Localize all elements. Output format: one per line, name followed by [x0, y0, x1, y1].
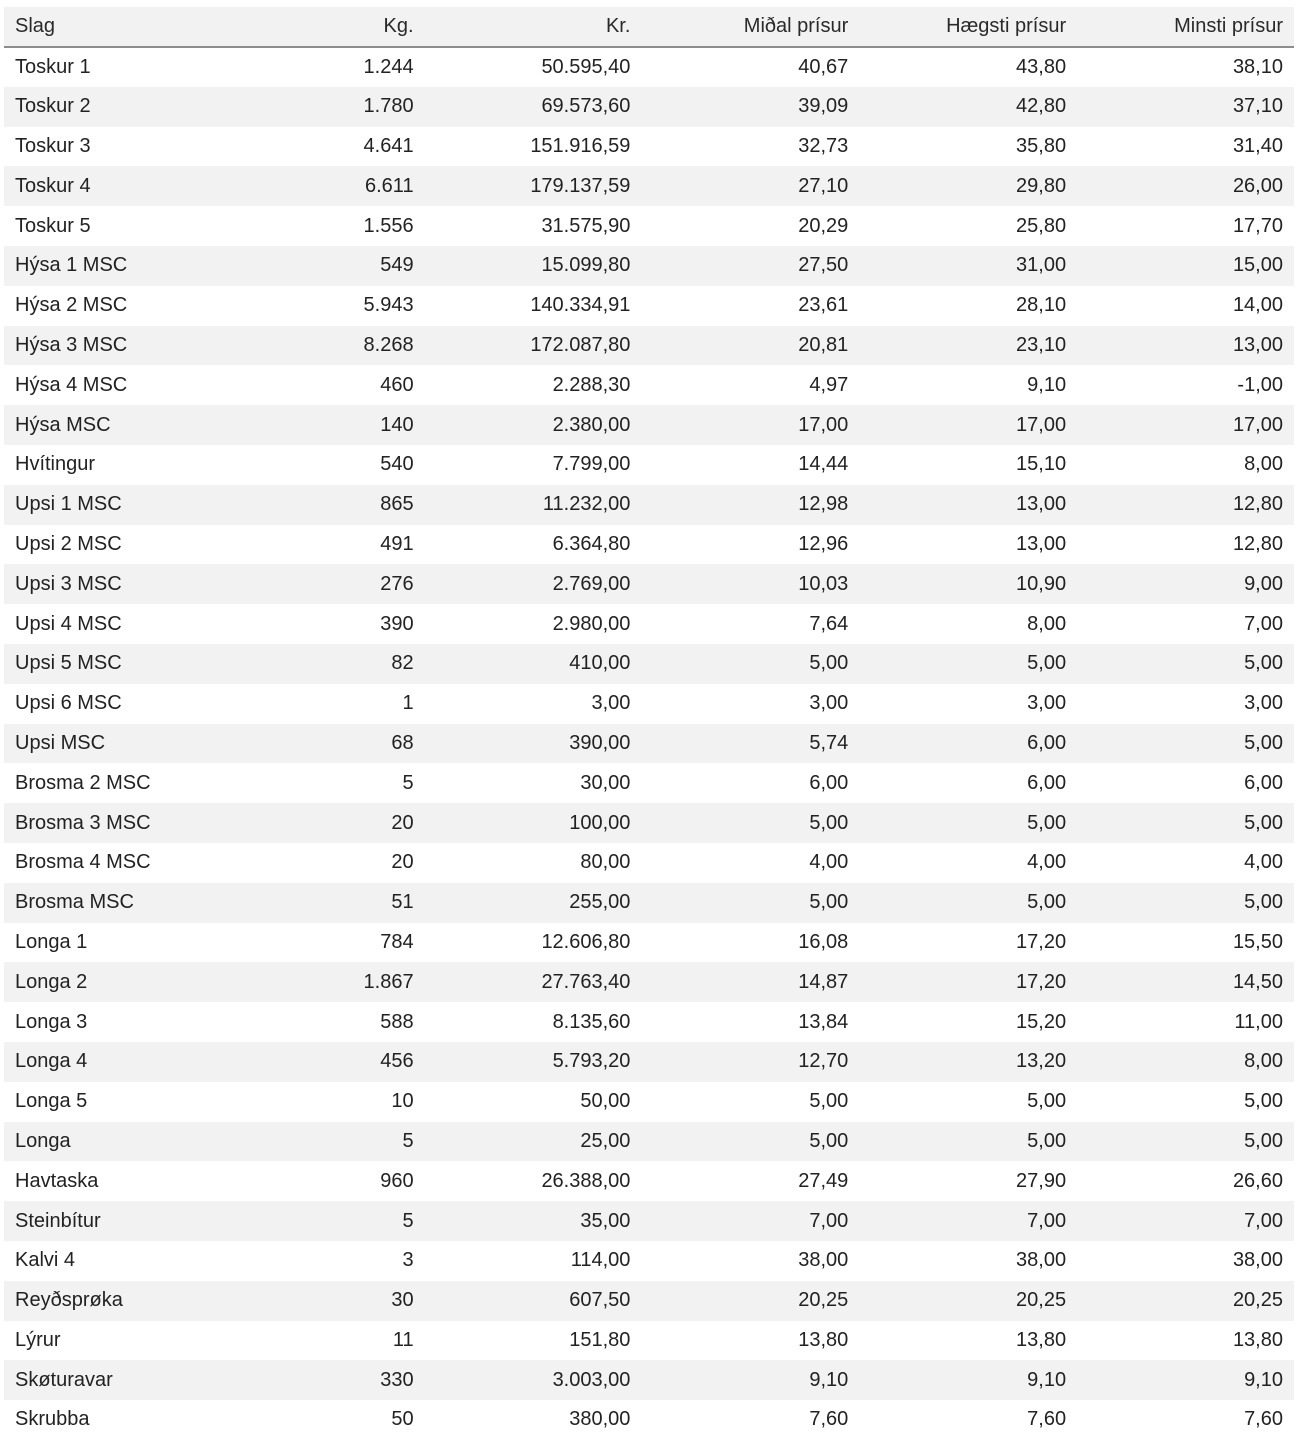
- cell-highest-price: 15,20: [1016, 1010, 1067, 1033]
- cell-kg: 865: [380, 493, 414, 516]
- table-row: [4, 166, 1294, 206]
- cell-average-price: 23,61: [798, 294, 849, 317]
- cell-slag: Brosma MSC: [15, 891, 134, 914]
- cell-slag: Reyðsprøka: [15, 1289, 123, 1312]
- cell-highest-price: 6,00: [1027, 771, 1067, 794]
- cell-kr: 15.099,80: [541, 254, 631, 277]
- cell-highest-price: 38,00: [1016, 1249, 1067, 1272]
- cell-slag: Hýsa MSC: [15, 413, 111, 436]
- cell-highest-price: 25,80: [1016, 214, 1067, 237]
- cell-kg: 4.641: [363, 134, 414, 157]
- table-header: [4, 7, 1294, 47]
- table-row: [4, 843, 1294, 883]
- cell-average-price: 5,00: [809, 1090, 849, 1113]
- cell-kr: 2.380,00: [552, 413, 631, 436]
- cell-kg: 3: [402, 1249, 414, 1272]
- cell-kr: 80,00: [580, 851, 631, 874]
- cell-average-price: 38,00: [798, 1249, 849, 1272]
- cell-lowest-price: 37,10: [1232, 95, 1283, 118]
- cell-slag: Hýsa 3 MSC: [15, 333, 128, 356]
- table-row: [4, 962, 1294, 1002]
- cell-kr: 3,00: [591, 692, 631, 715]
- header-row: [4, 7, 1294, 47]
- table-row: [4, 1281, 1294, 1321]
- cell-slag: Longa 2: [15, 970, 88, 993]
- cell-highest-price: 35,80: [1016, 134, 1067, 157]
- cell-average-price: 13,80: [798, 1328, 849, 1351]
- cell-average-price: 20,25: [798, 1289, 849, 1312]
- cell-highest-price: 9,10: [1027, 373, 1067, 396]
- cell-average-price: 27,50: [798, 254, 849, 277]
- cell-kg: 11: [392, 1328, 414, 1351]
- cell-slag: Longa 1: [15, 930, 88, 953]
- cell-kg: 50: [391, 1408, 414, 1431]
- cell-kg: 1.556: [363, 214, 414, 237]
- cell-highest-price: 10,90: [1016, 572, 1067, 595]
- cell-average-price: 12,96: [798, 532, 849, 555]
- cell-kr: 151.916,59: [530, 134, 631, 157]
- cell-highest-price: 3,00: [1027, 692, 1067, 715]
- column-header-lowest-price[interactable]: Minsti prísur: [1174, 15, 1283, 37]
- table-row: [4, 525, 1294, 565]
- cell-average-price: 7,64: [809, 612, 849, 635]
- table-row: [4, 1002, 1294, 1042]
- cell-kr: 12.606,80: [541, 930, 631, 953]
- column-header-slag[interactable]: Slag: [15, 15, 56, 37]
- cell-slag: Upsi MSC: [15, 731, 106, 754]
- cell-kr: 2.769,00: [552, 572, 631, 595]
- cell-lowest-price: 5,00: [1244, 731, 1283, 754]
- cell-average-price: 16,08: [798, 930, 849, 953]
- cell-lowest-price: 8,00: [1244, 453, 1283, 476]
- cell-kg: 5: [402, 1209, 414, 1232]
- cell-highest-price: 23,10: [1016, 333, 1067, 356]
- cell-average-price: 5,74: [809, 731, 849, 754]
- cell-slag: Lýrur: [15, 1328, 61, 1351]
- cell-lowest-price: 20,25: [1232, 1289, 1283, 1312]
- cell-kr: 172.087,80: [530, 333, 631, 356]
- cell-slag: Skrubba: [15, 1408, 90, 1431]
- cell-kr: 2.288,30: [552, 373, 631, 396]
- table-row: [4, 1201, 1294, 1241]
- cell-highest-price: 8,00: [1027, 612, 1067, 635]
- cell-slag: Steinbítur: [15, 1209, 101, 1232]
- cell-slag: Toskur 3: [15, 134, 91, 157]
- table-row: [4, 1360, 1294, 1400]
- table-row: [4, 326, 1294, 366]
- cell-kg: 588: [380, 1010, 414, 1033]
- cell-kg: 68: [391, 731, 414, 754]
- cell-lowest-price: 7,00: [1244, 1209, 1283, 1232]
- cell-kr: 410,00: [569, 652, 631, 675]
- cell-highest-price: 31,00: [1016, 254, 1067, 277]
- cell-kr: 380,00: [569, 1408, 631, 1431]
- cell-average-price: 4,00: [809, 851, 849, 874]
- cell-kr: 25,00: [580, 1129, 631, 1152]
- cell-kg: 20: [391, 851, 414, 874]
- cell-lowest-price: 31,40: [1232, 134, 1283, 157]
- cell-lowest-price: 3,00: [1244, 692, 1283, 715]
- table-row: [4, 286, 1294, 326]
- cell-slag: Longa 3: [15, 1010, 88, 1033]
- cell-lowest-price: 4,00: [1244, 851, 1283, 874]
- cell-kr: 114,00: [570, 1249, 631, 1272]
- cell-lowest-price: 26,60: [1232, 1169, 1283, 1192]
- cell-kr: 11.232,00: [542, 493, 631, 516]
- cell-kr: 3.003,00: [552, 1368, 631, 1391]
- price-table: [4, 7, 1294, 1440]
- cell-lowest-price: 6,00: [1244, 771, 1283, 794]
- cell-kr: 50,00: [580, 1090, 631, 1113]
- cell-kr: 50.595,40: [541, 55, 631, 78]
- cell-kg: 1: [402, 692, 414, 715]
- cell-highest-price: 27,90: [1016, 1169, 1067, 1192]
- cell-kg: 1.244: [363, 55, 414, 78]
- cell-highest-price: 20,25: [1016, 1289, 1067, 1312]
- cell-lowest-price: 15,00: [1232, 254, 1283, 277]
- cell-lowest-price: 11,00: [1234, 1010, 1283, 1033]
- cell-lowest-price: 38,10: [1232, 55, 1283, 78]
- table-row: [4, 206, 1294, 246]
- cell-kr: 179.137,59: [530, 174, 631, 197]
- cell-lowest-price: 5,00: [1244, 652, 1283, 675]
- cell-slag: Hýsa 2 MSC: [15, 294, 128, 317]
- cell-slag: Longa 5: [15, 1090, 88, 1113]
- column-header-kg[interactable]: Kg.: [383, 15, 414, 37]
- cell-kg: 6.611: [365, 174, 414, 197]
- cell-highest-price: 28,10: [1016, 294, 1067, 317]
- cell-highest-price: 17,20: [1016, 970, 1067, 993]
- cell-average-price: 17,00: [798, 413, 849, 436]
- cell-lowest-price: 12,80: [1232, 493, 1283, 516]
- cell-highest-price: 9,10: [1027, 1368, 1067, 1391]
- cell-lowest-price: 14,50: [1232, 970, 1283, 993]
- table-row: [4, 923, 1294, 963]
- cell-highest-price: 13,20: [1016, 1050, 1067, 1073]
- cell-lowest-price: 8,00: [1244, 1050, 1283, 1073]
- table-row: [4, 684, 1294, 724]
- cell-highest-price: 15,10: [1016, 453, 1067, 476]
- cell-average-price: 5,00: [809, 891, 849, 914]
- cell-highest-price: 29,80: [1016, 174, 1067, 197]
- cell-kr: 5.793,20: [552, 1050, 631, 1073]
- cell-kr: 69.573,60: [541, 95, 631, 118]
- cell-kg: 540: [380, 453, 414, 476]
- column-header-average-price[interactable]: Miðal prísur: [743, 15, 849, 37]
- cell-lowest-price: 26,00: [1232, 174, 1283, 197]
- cell-slag: Hýsa 1 MSC: [15, 254, 128, 277]
- cell-kg: 456: [380, 1050, 414, 1073]
- table-row: [4, 1122, 1294, 1162]
- cell-slag: Toskur 1: [15, 55, 91, 78]
- table-row: [4, 87, 1294, 127]
- cell-lowest-price: 13,00: [1232, 333, 1283, 356]
- cell-kr: 26.388,00: [541, 1169, 631, 1192]
- cell-average-price: 32,73: [798, 134, 849, 157]
- cell-kg: 1.867: [363, 970, 414, 993]
- cell-kr: 27.763,40: [541, 970, 631, 993]
- table-row: [4, 47, 1294, 87]
- cell-highest-price: 5,00: [1027, 652, 1067, 675]
- cell-kg: 10: [391, 1090, 414, 1113]
- table-row: [4, 564, 1294, 604]
- cell-kr: 35,00: [580, 1209, 631, 1232]
- cell-average-price: 7,00: [809, 1209, 849, 1232]
- cell-kg: 20: [391, 811, 414, 834]
- cell-highest-price: 5,00: [1027, 1090, 1067, 1113]
- table-row: [4, 485, 1294, 525]
- cell-average-price: 7,60: [809, 1408, 849, 1431]
- cell-highest-price: 5,00: [1027, 1129, 1067, 1152]
- cell-slag: Toskur 2: [15, 95, 91, 118]
- cell-average-price: 9,10: [809, 1368, 849, 1391]
- cell-kr: 255,00: [569, 891, 631, 914]
- cell-kg: 330: [380, 1368, 414, 1391]
- table-row: [4, 127, 1294, 167]
- cell-average-price: 40,67: [798, 55, 849, 78]
- cell-kg: 5.943: [363, 294, 414, 317]
- cell-slag: Upsi 2 MSC: [15, 532, 122, 555]
- table-row: [4, 1161, 1294, 1201]
- cell-average-price: 5,00: [809, 1129, 849, 1152]
- cell-kr: 2.980,00: [552, 612, 631, 635]
- cell-kg: 5: [402, 1129, 414, 1152]
- cell-lowest-price: 5,00: [1244, 1129, 1283, 1152]
- table-row: [4, 883, 1294, 923]
- cell-average-price: 10,03: [798, 572, 849, 595]
- table-row: [4, 644, 1294, 684]
- cell-kg: 8.268: [363, 333, 414, 356]
- cell-kr: 390,00: [569, 731, 631, 754]
- table-row: [4, 445, 1294, 485]
- cell-highest-price: 6,00: [1027, 731, 1067, 754]
- cell-highest-price: 17,20: [1016, 930, 1067, 953]
- cell-highest-price: 4,00: [1027, 851, 1067, 874]
- cell-lowest-price: 5,00: [1244, 891, 1283, 914]
- cell-highest-price: 43,80: [1016, 55, 1067, 78]
- cell-kg: 51: [391, 891, 414, 914]
- cell-average-price: 14,44: [798, 453, 849, 476]
- table-row: [4, 1321, 1294, 1361]
- cell-highest-price: 42,80: [1016, 95, 1067, 118]
- cell-kr: 7.799,00: [552, 453, 631, 476]
- cell-slag: Longa: [15, 1129, 71, 1152]
- cell-slag: Toskur 5: [15, 214, 91, 237]
- cell-kg: 276: [380, 572, 414, 595]
- cell-kr: 31.575,90: [541, 214, 631, 237]
- cell-slag: Brosma 3 MSC: [15, 811, 151, 834]
- cell-slag: Brosma 2 MSC: [15, 771, 151, 794]
- table-row: [4, 1241, 1294, 1281]
- cell-average-price: 4,97: [809, 373, 849, 396]
- cell-kg: 460: [380, 373, 414, 396]
- cell-kr: 140.334,91: [530, 294, 631, 317]
- table-body: [4, 47, 1294, 1440]
- cell-average-price: 13,84: [798, 1010, 849, 1033]
- cell-lowest-price: 7,00: [1244, 612, 1283, 635]
- cell-average-price: 27,10: [798, 174, 849, 197]
- cell-slag: Upsi 5 MSC: [15, 652, 122, 675]
- cell-average-price: 3,00: [809, 692, 849, 715]
- cell-highest-price: 17,00: [1016, 413, 1067, 436]
- cell-lowest-price: 9,10: [1244, 1368, 1283, 1391]
- cell-slag: Hvítingur: [15, 453, 96, 476]
- cell-slag: Havtaska: [15, 1169, 99, 1192]
- cell-slag: Upsi 4 MSC: [15, 612, 122, 635]
- cell-highest-price: 5,00: [1027, 891, 1067, 914]
- column-header-highest-price[interactable]: Hægsti prísur: [946, 15, 1067, 37]
- cell-highest-price: 5,00: [1027, 811, 1067, 834]
- cell-lowest-price: 5,00: [1244, 811, 1283, 834]
- cell-lowest-price: 13,80: [1232, 1328, 1283, 1351]
- table-row: [4, 1042, 1294, 1082]
- cell-highest-price: 13,00: [1016, 532, 1067, 555]
- cell-slag: Longa 4: [15, 1050, 88, 1073]
- cell-kr: 8.135,60: [552, 1010, 631, 1033]
- cell-slag: Skøturavar: [15, 1368, 113, 1391]
- cell-average-price: 12,98: [798, 493, 849, 516]
- column-header-kr[interactable]: Kr.: [605, 15, 631, 37]
- cell-kr: 30,00: [580, 771, 631, 794]
- cell-lowest-price: 14,00: [1232, 294, 1283, 317]
- cell-slag: Upsi 1 MSC: [15, 493, 122, 516]
- cell-average-price: 20,29: [798, 214, 849, 237]
- cell-average-price: 27,49: [798, 1169, 849, 1192]
- price-table-container: [4, 7, 1294, 1440]
- cell-slag: Brosma 4 MSC: [15, 851, 151, 874]
- cell-average-price: 39,09: [798, 95, 849, 118]
- cell-average-price: 20,81: [798, 333, 849, 356]
- cell-average-price: 6,00: [809, 771, 849, 794]
- cell-lowest-price: 7,60: [1244, 1408, 1283, 1431]
- cell-kg: 1.780: [363, 95, 414, 118]
- cell-average-price: 5,00: [809, 811, 849, 834]
- cell-highest-price: 7,00: [1027, 1209, 1067, 1232]
- cell-slag: Upsi 6 MSC: [15, 692, 122, 715]
- cell-slag: Toskur 4: [15, 174, 91, 197]
- cell-lowest-price: 9,00: [1244, 572, 1283, 595]
- cell-lowest-price: 5,00: [1244, 1090, 1283, 1113]
- cell-kg: 140: [380, 413, 414, 436]
- cell-kg: 30: [391, 1289, 414, 1312]
- table-row: [4, 365, 1294, 405]
- cell-kg: 82: [391, 652, 414, 675]
- table-row: [4, 763, 1294, 803]
- cell-kg: 5: [402, 771, 414, 794]
- cell-kr: 6.364,80: [552, 532, 631, 555]
- table-row: [4, 246, 1294, 286]
- cell-slag: Hýsa 4 MSC: [15, 373, 128, 396]
- cell-highest-price: 13,80: [1016, 1328, 1067, 1351]
- table-row: [4, 1400, 1294, 1440]
- cell-kr: 607,50: [569, 1289, 631, 1312]
- cell-kr: 151,80: [569, 1328, 631, 1351]
- cell-kg: 390: [380, 612, 414, 635]
- table-row: [4, 405, 1294, 445]
- cell-kg: 960: [380, 1169, 414, 1192]
- table-row: [4, 724, 1294, 764]
- cell-kg: 549: [380, 254, 414, 277]
- cell-average-price: 12,70: [798, 1050, 849, 1073]
- cell-kg: 491: [380, 532, 414, 555]
- cell-lowest-price: 17,00: [1232, 413, 1283, 436]
- cell-lowest-price: -1,00: [1237, 373, 1283, 396]
- cell-slag: Upsi 3 MSC: [15, 572, 122, 595]
- cell-kg: 784: [380, 930, 414, 953]
- cell-kr: 100,00: [569, 811, 631, 834]
- cell-highest-price: 7,60: [1027, 1408, 1067, 1431]
- table-row: [4, 803, 1294, 843]
- cell-slag: Kalvi 4: [15, 1249, 76, 1272]
- cell-lowest-price: 12,80: [1232, 532, 1283, 555]
- cell-average-price: 14,87: [798, 970, 849, 993]
- table-row: [4, 604, 1294, 644]
- cell-lowest-price: 17,70: [1232, 214, 1283, 237]
- cell-lowest-price: 15,50: [1232, 930, 1283, 953]
- cell-lowest-price: 38,00: [1232, 1249, 1283, 1272]
- cell-highest-price: 13,00: [1016, 493, 1067, 516]
- cell-average-price: 5,00: [809, 652, 849, 675]
- table-row: [4, 1082, 1294, 1122]
